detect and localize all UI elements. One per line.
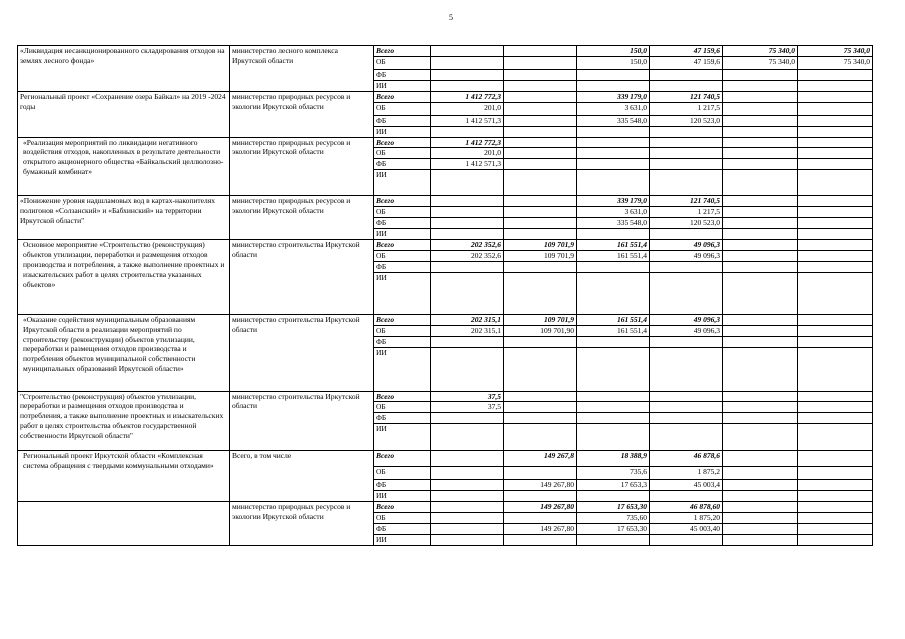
amount-cell xyxy=(577,402,650,413)
amount-cell xyxy=(504,261,577,272)
amount-cell xyxy=(504,69,577,80)
amount-cell xyxy=(650,391,723,402)
amount-cell xyxy=(577,229,650,240)
event-name-cell: Региональный проект Иркутской области «Комплексная система обращения с твердыми коммунальными отходами» xyxy=(18,451,230,502)
amount-cell xyxy=(798,91,873,102)
amount-cell: 149 267,80 xyxy=(504,502,577,513)
amount-cell xyxy=(504,170,577,196)
executor-cell: министерство природных ресурсов и экологии Иркутской области xyxy=(230,137,374,196)
amount-cell xyxy=(798,239,873,250)
amount-cell xyxy=(504,513,577,524)
event-name-cell: Региональный проект «Сохранение озера Байкал» на 2019 -2024 годы xyxy=(18,91,230,137)
funding-source-cell: ФБ xyxy=(374,413,431,424)
amount-cell xyxy=(577,69,650,80)
amount-cell xyxy=(431,126,504,137)
page-number: 5 xyxy=(449,13,453,22)
funding-source-cell: ИИ xyxy=(374,126,431,137)
funding-source-cell: Всего xyxy=(374,451,431,467)
amount-cell: 46 878,6 xyxy=(650,451,723,467)
amount-cell: 121 740,5 xyxy=(650,196,723,207)
amount-cell xyxy=(431,480,504,491)
amount-cell: 335 548,0 xyxy=(577,218,650,229)
amount-cell xyxy=(798,126,873,137)
amount-cell xyxy=(577,272,650,314)
amount-cell xyxy=(504,347,577,391)
amount-cell: 3 631,0 xyxy=(577,207,650,218)
amount-cell xyxy=(650,272,723,314)
amount-cell: 1 412 772,3 xyxy=(431,137,504,148)
amount-cell xyxy=(723,207,798,218)
amount-cell xyxy=(798,491,873,502)
amount-cell xyxy=(798,502,873,513)
funding-source-cell: ФБ xyxy=(374,218,431,229)
amount-cell xyxy=(723,391,798,402)
funding-source-cell: ФБ xyxy=(374,261,431,272)
amount-cell xyxy=(504,91,577,102)
amount-cell: 1 412 571,3 xyxy=(431,115,504,126)
amount-cell xyxy=(431,491,504,502)
amount-cell: 735,60 xyxy=(577,513,650,524)
amount-cell xyxy=(723,424,798,451)
amount-cell xyxy=(798,80,873,91)
funding-source-cell: ФБ xyxy=(374,69,431,80)
amount-cell xyxy=(723,347,798,391)
amount-cell xyxy=(798,325,873,336)
amount-cell xyxy=(723,451,798,467)
amount-cell xyxy=(723,239,798,250)
amount-cell xyxy=(723,229,798,240)
amount-cell: 3 631,0 xyxy=(577,102,650,115)
amount-cell: 1 217,5 xyxy=(650,102,723,115)
amount-cell xyxy=(798,314,873,325)
amount-cell: 120 523,0 xyxy=(650,115,723,126)
amount-cell xyxy=(504,402,577,413)
amount-cell xyxy=(504,424,577,451)
funding-source-cell: ОБ xyxy=(374,56,431,69)
amount-cell xyxy=(431,424,504,451)
amount-cell: 47 159,6 xyxy=(650,46,723,57)
funding-source-cell: ФБ xyxy=(374,480,431,491)
amount-cell xyxy=(431,413,504,424)
funding-source-cell: Всего xyxy=(374,196,431,207)
amount-cell xyxy=(723,413,798,424)
funding-source-cell: ФБ xyxy=(374,159,431,170)
amount-cell xyxy=(650,148,723,159)
amount-cell xyxy=(723,513,798,524)
amount-cell xyxy=(650,80,723,91)
amount-cell xyxy=(723,272,798,314)
event-name-cell: «Оказание содействия муниципальным образованиям Иркутской области в реализации мероприятий по строительству (реконструкции) объектов утилизации, переработки и размещения отходов производства и потребления объектов муниципальной собственности муниципальных образований Иркутской области» xyxy=(18,314,230,391)
funding-source-cell: ФБ xyxy=(374,336,431,347)
amount-cell xyxy=(723,480,798,491)
amount-cell: 202 315,1 xyxy=(431,314,504,325)
amount-cell xyxy=(504,159,577,170)
amount-cell xyxy=(723,250,798,261)
amount-cell xyxy=(723,148,798,159)
amount-cell xyxy=(798,513,873,524)
amount-cell xyxy=(650,402,723,413)
table-row xyxy=(18,239,873,250)
funding-source-cell: ФБ xyxy=(374,524,431,535)
amount-cell xyxy=(504,229,577,240)
amount-cell: 1 412 571,3 xyxy=(431,159,504,170)
funding-source-cell: Всего xyxy=(374,137,431,148)
amount-cell xyxy=(577,413,650,424)
amount-cell xyxy=(431,272,504,314)
executor-cell: министерство строительства Иркутской области xyxy=(230,314,374,391)
amount-cell xyxy=(798,207,873,218)
amount-cell xyxy=(504,218,577,229)
amount-cell: 1 875,20 xyxy=(650,513,723,524)
amount-cell xyxy=(431,535,504,546)
amount-cell: 1 412 772,3 xyxy=(431,91,504,102)
amount-cell xyxy=(650,229,723,240)
amount-cell xyxy=(798,137,873,148)
amount-cell xyxy=(577,126,650,137)
amount-cell xyxy=(723,69,798,80)
amount-cell xyxy=(504,80,577,91)
amount-cell: 109 701,90 xyxy=(504,325,577,336)
amount-cell xyxy=(798,391,873,402)
amount-cell: 149 267,80 xyxy=(504,524,577,535)
amount-cell xyxy=(650,69,723,80)
amount-cell xyxy=(577,170,650,196)
amount-cell: 109 701,9 xyxy=(504,314,577,325)
amount-cell xyxy=(723,314,798,325)
amount-cell xyxy=(723,170,798,196)
event-name-cell: «Реализация мероприятий по ликвидации негативного воздействия отходов, накопленных в результате деятельности открытого акционерного общества «Байкальский целлюлозно-бумажный комбинат» xyxy=(18,137,230,196)
amount-cell xyxy=(431,467,504,480)
amount-cell xyxy=(798,159,873,170)
funding-source-cell: Всего xyxy=(374,314,431,325)
amount-cell xyxy=(723,80,798,91)
amount-cell: 161 551,4 xyxy=(577,325,650,336)
amount-cell: 202 315,1 xyxy=(431,325,504,336)
amount-cell: 75 340,0 xyxy=(798,56,873,69)
amount-cell xyxy=(431,347,504,391)
amount-cell xyxy=(504,336,577,347)
table-row xyxy=(18,46,873,57)
amount-cell xyxy=(431,170,504,196)
amount-cell: 121 740,5 xyxy=(650,91,723,102)
funding-source-cell: Всего xyxy=(374,502,431,513)
amount-cell xyxy=(577,261,650,272)
amount-cell xyxy=(504,115,577,126)
amount-cell xyxy=(723,115,798,126)
executor-cell: министерство природных ресурсов и экологии Иркутской области xyxy=(230,91,374,137)
amount-cell xyxy=(723,261,798,272)
amount-cell xyxy=(577,148,650,159)
funding-source-cell: ОБ xyxy=(374,325,431,336)
executor-cell: министерство лесного комплекса Иркутской области xyxy=(230,46,374,92)
funding-source-cell: ИИ xyxy=(374,170,431,196)
amount-cell xyxy=(798,402,873,413)
amount-cell xyxy=(577,159,650,170)
amount-cell xyxy=(798,69,873,80)
amount-cell xyxy=(798,272,873,314)
amount-cell xyxy=(723,535,798,546)
executor-cell: министерство строительства Иркутской области xyxy=(230,391,374,451)
amount-cell xyxy=(504,46,577,57)
amount-cell xyxy=(431,524,504,535)
amount-cell: 335 548,0 xyxy=(577,115,650,126)
funding-source-cell: ОБ xyxy=(374,402,431,413)
amount-cell: 202 352,6 xyxy=(431,250,504,261)
amount-cell xyxy=(431,69,504,80)
amount-cell: 49 096,3 xyxy=(650,314,723,325)
amount-cell xyxy=(650,137,723,148)
funding-source-cell: ОБ xyxy=(374,148,431,159)
amount-cell xyxy=(723,402,798,413)
amount-cell: 150,0 xyxy=(577,56,650,69)
event-name-cell: «Понижение уровня надшламовых вод в картах-накопителях полигонов «Солзанский» и «Бабхинский» на территории Иркутской области" xyxy=(18,196,230,240)
amount-cell xyxy=(577,336,650,347)
amount-cell xyxy=(504,535,577,546)
amount-cell xyxy=(504,102,577,115)
amount-cell xyxy=(504,137,577,148)
amount-cell xyxy=(798,424,873,451)
amount-cell: 161 551,4 xyxy=(577,314,650,325)
amount-cell: 161 551,4 xyxy=(577,250,650,261)
funding-source-cell: Всего xyxy=(374,91,431,102)
funding-source-cell: Всего xyxy=(374,46,431,57)
amount-cell xyxy=(431,56,504,69)
funding-source-cell: ИИ xyxy=(374,229,431,240)
amount-cell xyxy=(431,451,504,467)
budget-table xyxy=(17,45,873,546)
amount-cell xyxy=(577,137,650,148)
amount-cell xyxy=(577,424,650,451)
amount-cell xyxy=(431,229,504,240)
amount-cell: 37,5 xyxy=(431,391,504,402)
table-row xyxy=(18,137,873,148)
amount-cell: 202 352,6 xyxy=(431,239,504,250)
table-row xyxy=(18,451,873,467)
amount-cell xyxy=(577,80,650,91)
amount-cell: 339 179,0 xyxy=(577,91,650,102)
amount-cell: 735,6 xyxy=(577,467,650,480)
table-body xyxy=(18,46,873,546)
table-row xyxy=(18,314,873,325)
amount-cell xyxy=(723,502,798,513)
amount-cell: 17 653,30 xyxy=(577,502,650,513)
funding-source-cell: ФБ xyxy=(374,115,431,126)
funding-source-cell: Всего xyxy=(374,239,431,250)
funding-source-cell: ИИ xyxy=(374,272,431,314)
amount-cell xyxy=(798,480,873,491)
funding-source-cell: ОБ xyxy=(374,207,431,218)
amount-cell: 47 159,6 xyxy=(650,56,723,69)
amount-cell: 339 179,0 xyxy=(577,196,650,207)
amount-cell: 49 096,3 xyxy=(650,325,723,336)
amount-cell xyxy=(723,126,798,137)
amount-cell xyxy=(504,207,577,218)
amount-cell xyxy=(650,159,723,170)
funding-source-cell: ОБ xyxy=(374,513,431,524)
amount-cell xyxy=(798,524,873,535)
amount-cell xyxy=(504,126,577,137)
amount-cell: 201,0 xyxy=(431,148,504,159)
amount-cell xyxy=(577,391,650,402)
amount-cell xyxy=(723,102,798,115)
amount-cell xyxy=(798,347,873,391)
funding-source-cell: ИИ xyxy=(374,80,431,91)
amount-cell xyxy=(650,491,723,502)
amount-cell xyxy=(798,336,873,347)
amount-cell: 1 875,2 xyxy=(650,467,723,480)
amount-cell xyxy=(798,196,873,207)
amount-cell xyxy=(650,261,723,272)
executor-cell: министерство строительства Иркутской области xyxy=(230,239,374,314)
funding-source-cell: ОБ xyxy=(374,250,431,261)
amount-cell: 1 217,5 xyxy=(650,207,723,218)
amount-cell xyxy=(723,218,798,229)
funding-source-cell: ОБ xyxy=(374,467,431,480)
amount-cell xyxy=(650,170,723,196)
amount-cell xyxy=(431,207,504,218)
amount-cell: 17 653,30 xyxy=(577,524,650,535)
amount-cell xyxy=(431,80,504,91)
amount-cell xyxy=(504,196,577,207)
amount-cell: 37,5 xyxy=(431,402,504,413)
amount-cell: 161 551,4 xyxy=(577,239,650,250)
amount-cell xyxy=(504,413,577,424)
amount-cell xyxy=(723,196,798,207)
amount-cell xyxy=(504,491,577,502)
amount-cell xyxy=(577,347,650,391)
amount-cell xyxy=(798,535,873,546)
amount-cell: 149 267,8 xyxy=(504,451,577,467)
executor-cell: министерство природных ресурсов и экологии Иркутской области xyxy=(230,196,374,240)
amount-cell: 150,0 xyxy=(577,46,650,57)
table-row xyxy=(18,91,873,102)
amount-cell: 149 267,80 xyxy=(504,480,577,491)
amount-cell xyxy=(650,126,723,137)
amount-cell xyxy=(650,413,723,424)
funding-source-cell: ИИ xyxy=(374,491,431,502)
amount-cell: 45 003,4 xyxy=(650,480,723,491)
event-name-cell: «Ликвидация несанкционированного складирования отходов на землях лесного фонда» xyxy=(18,46,230,92)
amount-cell xyxy=(431,218,504,229)
amount-cell xyxy=(723,137,798,148)
funding-source-cell: ИИ xyxy=(374,424,431,451)
event-name-cell xyxy=(18,502,230,546)
amount-cell: 120 523,0 xyxy=(650,218,723,229)
amount-cell xyxy=(650,535,723,546)
amount-cell xyxy=(577,535,650,546)
amount-cell xyxy=(798,229,873,240)
amount-cell: 17 653,3 xyxy=(577,480,650,491)
amount-cell: 49 096,3 xyxy=(650,250,723,261)
amount-cell xyxy=(504,467,577,480)
amount-cell xyxy=(723,491,798,502)
table-row xyxy=(18,196,873,207)
amount-cell xyxy=(504,148,577,159)
amount-cell xyxy=(798,467,873,480)
amount-cell xyxy=(504,391,577,402)
amount-cell xyxy=(798,413,873,424)
amount-cell xyxy=(798,250,873,261)
amount-cell: 201,0 xyxy=(431,102,504,115)
funding-source-cell: ИИ xyxy=(374,535,431,546)
amount-cell xyxy=(431,502,504,513)
amount-cell: 49 096,3 xyxy=(650,239,723,250)
amount-cell xyxy=(431,513,504,524)
amount-cell xyxy=(431,336,504,347)
amount-cell xyxy=(431,261,504,272)
amount-cell xyxy=(504,56,577,69)
amount-cell xyxy=(798,115,873,126)
amount-cell xyxy=(723,159,798,170)
amount-cell xyxy=(723,524,798,535)
amount-cell xyxy=(798,451,873,467)
amount-cell: 18 388,9 xyxy=(577,451,650,467)
amount-cell xyxy=(723,91,798,102)
amount-cell xyxy=(577,491,650,502)
amount-cell xyxy=(650,424,723,451)
table-row xyxy=(18,391,873,402)
event-name-cell: "Строительство (реконструкция) объектов утилизации, переработки и размещения отходов производства и потребления, а также выполнение проектных и изыскательских работ в целях строительства объектов государственной собственности Иркутской области" xyxy=(18,391,230,451)
event-name-cell: Основное мероприятие «Строительство (реконструкция) объектов утилизации, переработки и размещения отходов производства и потребления, а также выполнение проектных и изыскательских работ в целях строительства указанных объектов» xyxy=(18,239,230,314)
amount-cell: 109 701,9 xyxy=(504,250,577,261)
amount-cell xyxy=(798,218,873,229)
amount-cell xyxy=(504,272,577,314)
executor-cell: министерство природных ресурсов и экологии Иркутской области xyxy=(230,502,374,546)
executor-cell: Всего, в том числе xyxy=(230,451,374,502)
funding-source-cell: Всего xyxy=(374,391,431,402)
amount-cell xyxy=(723,467,798,480)
amount-cell xyxy=(798,148,873,159)
amount-cell: 75 340,0 xyxy=(798,46,873,57)
amount-cell xyxy=(798,102,873,115)
amount-cell xyxy=(650,347,723,391)
amount-cell: 75 340,0 xyxy=(723,46,798,57)
amount-cell xyxy=(431,196,504,207)
amount-cell xyxy=(723,325,798,336)
amount-cell: 75 340,0 xyxy=(723,56,798,69)
funding-source-cell: ИИ xyxy=(374,347,431,391)
amount-cell xyxy=(798,261,873,272)
amount-cell xyxy=(723,336,798,347)
amount-cell xyxy=(798,170,873,196)
amount-cell: 45 003,40 xyxy=(650,524,723,535)
table-row xyxy=(18,502,873,513)
amount-cell xyxy=(650,336,723,347)
funding-source-cell: ОБ xyxy=(374,102,431,115)
amount-cell: 46 878,60 xyxy=(650,502,723,513)
amount-cell: 109 701,9 xyxy=(504,239,577,250)
amount-cell xyxy=(431,46,504,57)
